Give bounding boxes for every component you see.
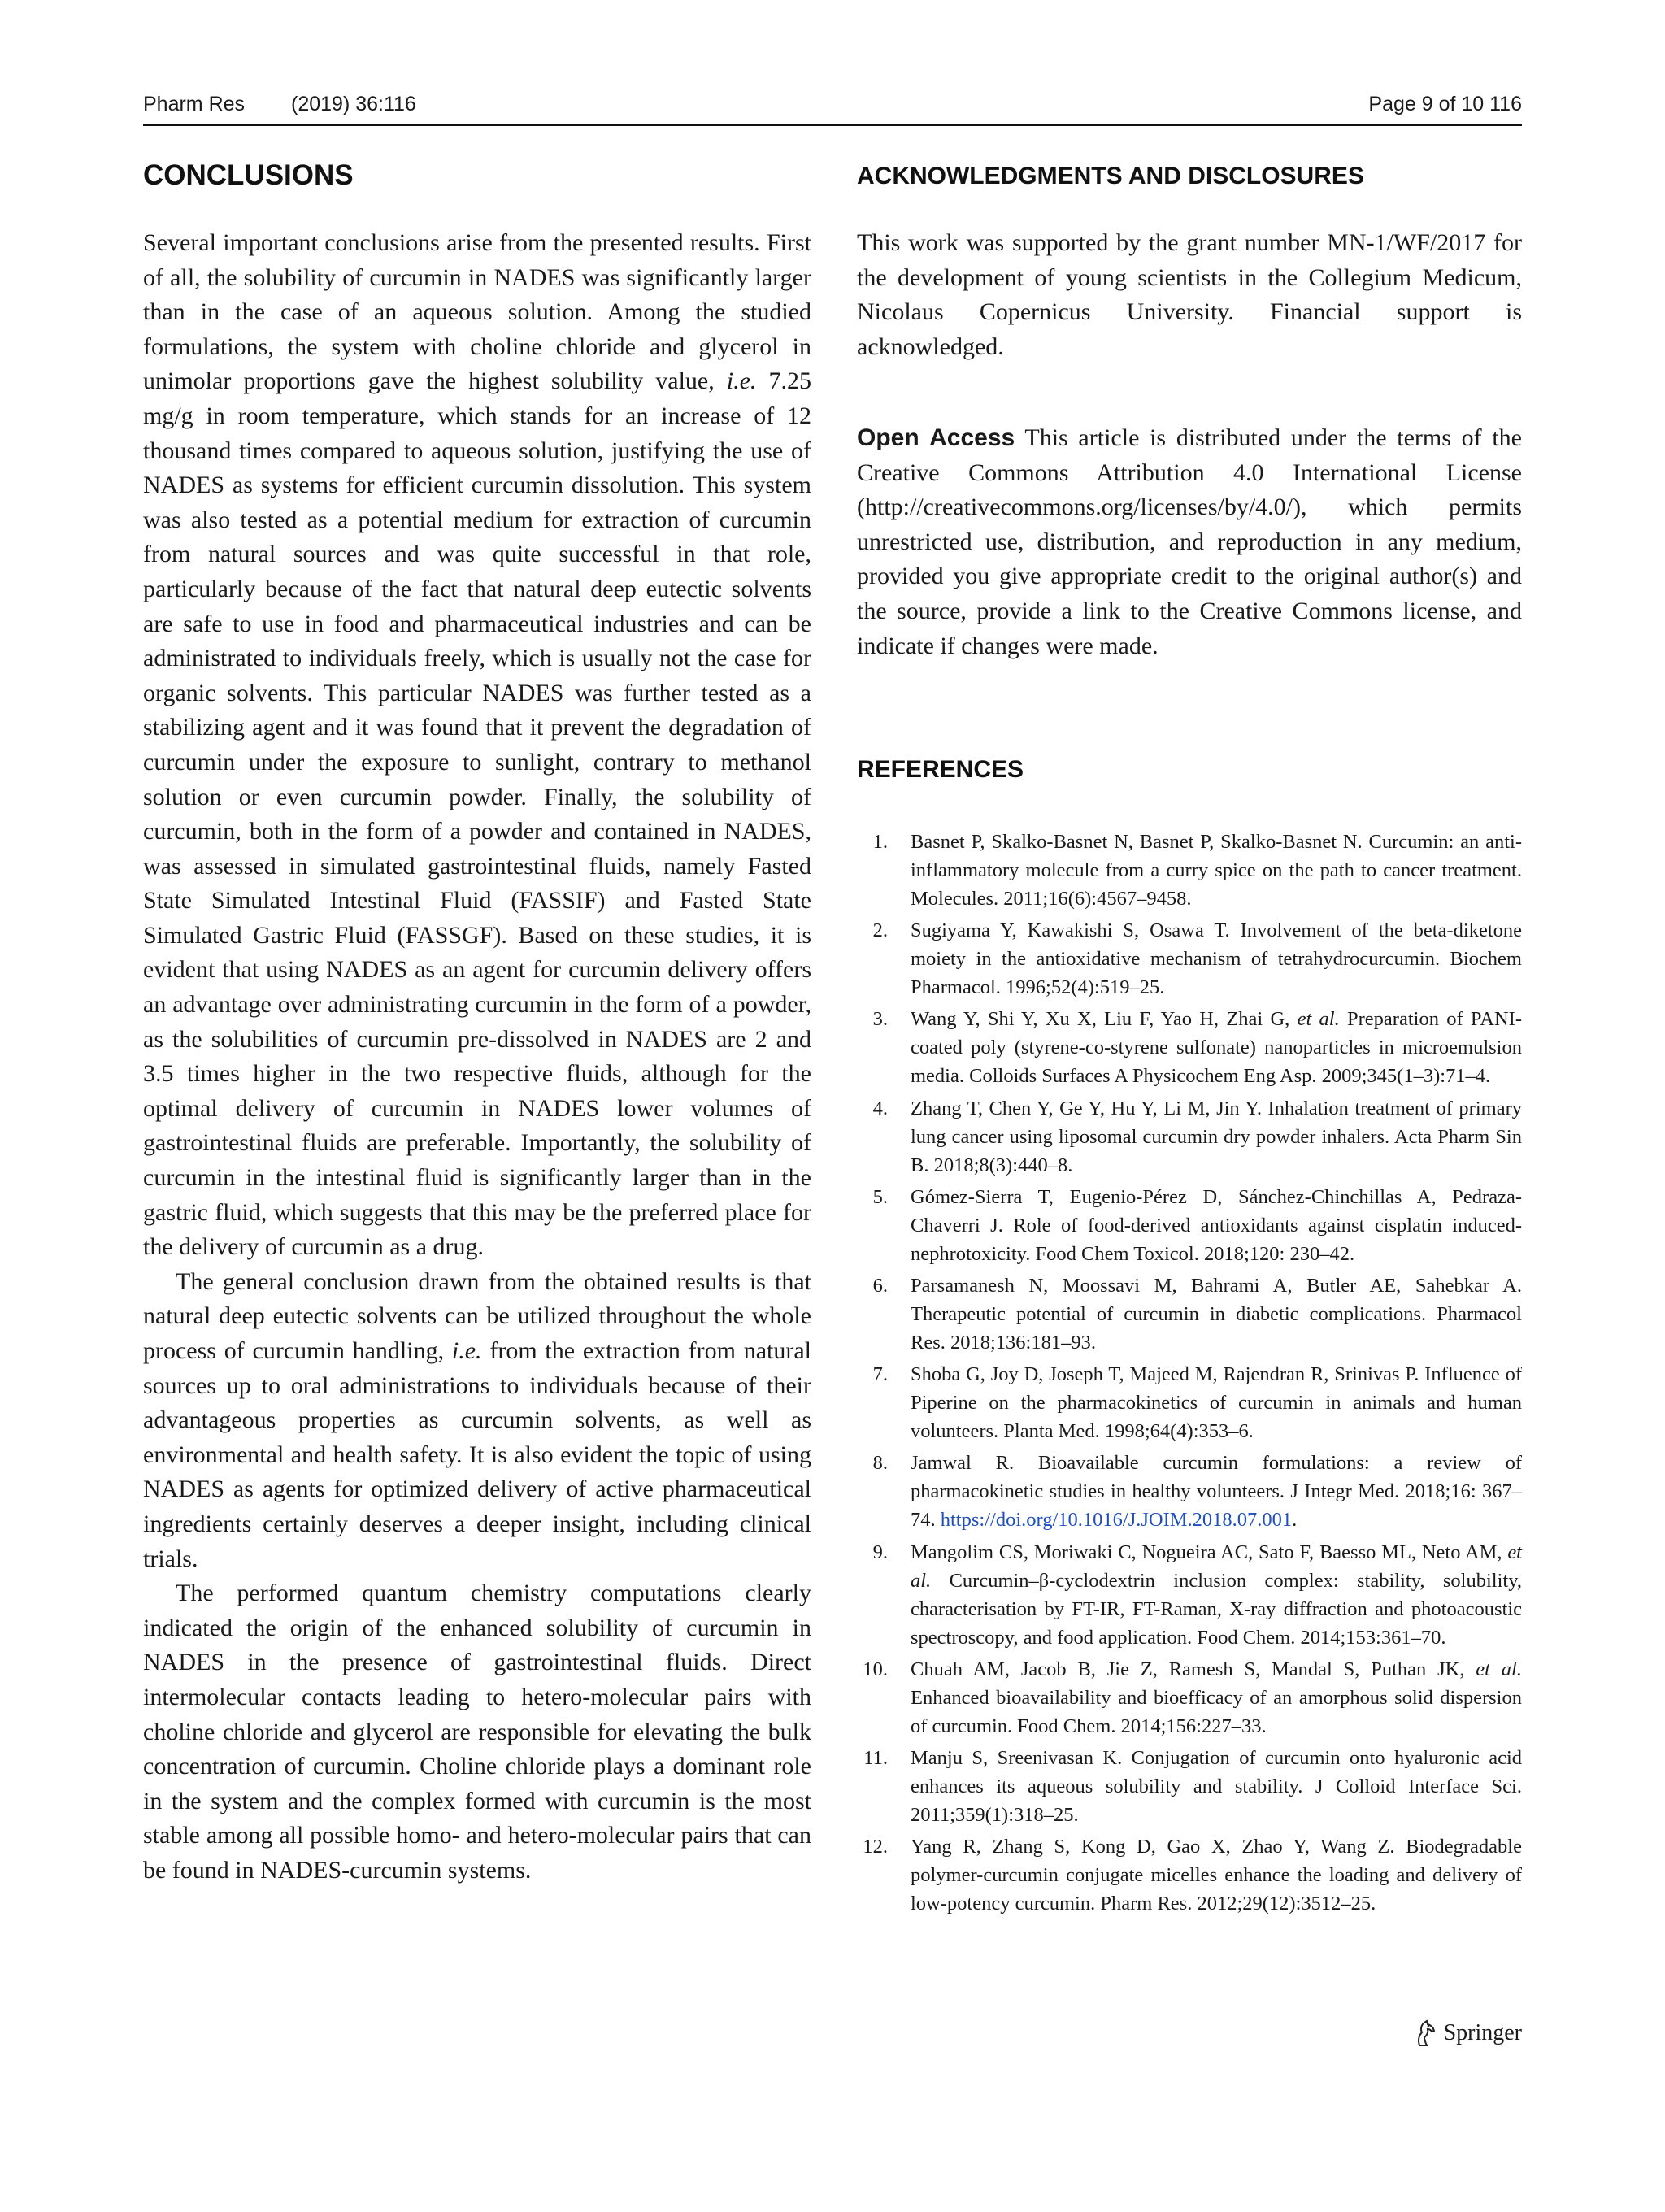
- publisher-footer: [1413, 2019, 1522, 2047]
- conclusions-body: [143, 226, 811, 1888]
- springer-horse-icon: [1413, 2019, 1437, 2047]
- reference-item: 6. Parsamanesh N, Moossavi M, Bahrami A, Butler AE, Sahebkar A. Therapeutic potential of curcumin in diabetic complications. Pharmacol Res. 2018;136:181–93.: [872, 1274, 1522, 1354]
- conclusions-paragraph-3: The performed quantum chemistry computations clearly indicated the origin of the enhanced solubility of curcumin in NADES in the presence of gastrointestinal fluids. Direct intermolecular contacts leading to hetero-molecular pairs with choline chloride and glycerol are responsible for elevating the bulk concentration of curcumin. Choline chloride plays a dominant role in the system and the complex formed with curcumin is the most stable among all possible homo- and hetero-molecular pairs that can be found in NADES-curcumin systems.: [143, 1580, 811, 1884]
- conclusions-paragraph-1: Several important conclusions arise from the presented results. First of all, the solubility of curcumin in NADES was significantly larger than in the case of an aqueous solution. Among the studied formulations, the system with choline chloride and glycerol in unimolar proportions gave the highest solubility value, i.e. 7.25 mg/g in room temperature, which stands for an increase of 12 thousand times compared to aqueous solution, justifying the use of NADES as systems for efficient curcumin dissolution. This system was also tested as a potential medium for extraction of curcumin from natural sources and was quite successful in that role, particularly because of the fact that natural deep eutectic solvents are safe to use in food and pharmaceutical industries and can be administrated to individuals freely, which is usually not the case for organic solvents. This particular NADES was further tested as a stabilizing agent and it was found that it prevent the degradation of curcumin under the exposure to sunlight, contrary to methanol solution or even curcumin powder. Finally, the solubility of curcumin, both in the form of a powder and contained in NADES, was assessed in simulated gastrointestinal fluids, namely Fasted State Simulated Intestinal Fluid (FASSIF) and Fasted State Simulated Gastric Fluid (FASSGF). Based on these studies, it is evident that using NADES as an agent for curcumin delivery offers an advantage over administrating curcumin in the form of a powder, as the solubilities of curcumin pre-dissolved in NADES are 2 and 3.5 times higher in the two respective fluids, although for the optimal delivery of curcumin in NADES lower volumes of gastrointestinal fluids are preferable. Importantly, the solubility of curcumin in the intestinal fluid is significantly larger than in the gastric fluid, which suggests that this may be the preferred place for the delivery of curcumin as a drug.: [143, 229, 811, 1261]
- reference-item: 4. Zhang T, Chen Y, Ge Y, Hu Y, Li M, Jin Y. Inhalation treatment of primary lung cancer using liposomal curcumin dry powder inhalers. Acta Pharm Sin B. 2018;8(3):440–8.: [872, 1097, 1522, 1176]
- year-volume: (2019) 36:116: [291, 93, 416, 115]
- acknowledgments-heading: ACKNOWLEDGMENTS AND DISCLOSURES: [857, 163, 1364, 189]
- reference-item: 2. Sugiyama Y, Kawakishi S, Osawa T. Involvement of the beta-diketone moiety in the antioxidative mechanism of tetrahydrocurcumin. Biochem Pharmacol. 1996;52(4):519–25.: [872, 919, 1522, 999]
- publisher-name: Springer: [1443, 2020, 1522, 2045]
- page-info: Page 9 of 10 116: [1368, 93, 1522, 115]
- open-access-label: Open Access: [857, 424, 1015, 451]
- reference-item: 5. Gómez-Sierra T, Eugenio-Pérez D, Sánchez-Chinchillas A, Pedraza-Chaverri J. Role of food-derived antioxidants against cisplatin induced-nephrotoxicity. Food Chem Toxicol. 2018;120: 230–42.: [872, 1185, 1522, 1265]
- references-heading: REFERENCES: [857, 756, 1024, 783]
- open-access-statement: Open Access This article is distributed under the terms of the Creative Commons Attribution 4.0 International License (http://creativecommons.org/licenses/by/4.0/), which permits unrestricted use, distribution, and reproduction in any medium, provided you give appropriate credit to the original author(s) and the source, provide a link to the Creative Commons license, and indicate if changes were made.: [857, 424, 1522, 659]
- reference-item: 8. Jamwal R. Bioavailable curcumin formulations: a review of pharmacokinetic studies in healthy volunteers. J Integr Med. 2018;16: 367–74. https://doi.org/10.1016/J.JOIM.2018.07.001.: [872, 1452, 1522, 1532]
- journal-name: Pharm Res: [143, 93, 246, 115]
- reference-item: 1. Basnet P, Skalko-Basnet N, Basnet P, Skalko-Basnet N. Curcumin: an anti-inflammatory molecule from a curry spice on the path to cancer treatment. Molecules. 2011;16(6):4567–9458.: [872, 831, 1522, 910]
- header-divider: [143, 124, 1522, 126]
- doi-link[interactable]: https://doi.org/10.1016/J.JOIM.2018.07.001: [940, 1509, 1293, 1532]
- reference-item: 11. Manju S, Sreenivasan K. Conjugation of curcumin onto hyaluronic acid enhances its aqueous solubility and stability. J Colloid Interface Sci. 2011;359(1):318–25.: [863, 1746, 1522, 1826]
- reference-list: [857, 828, 1522, 1921]
- conclusions-paragraph-2: The general conclusion drawn from the obtained results is that natural deep eutectic solvents can be utilized throughout the whole process of curcumin handling, i.e. from the extraction from natural sources up to oral administrations to individuals because of their advantageous properties as curcumin solvents, as well as environmental and health safety. It is also evident the topic of using NADES as agents for optimized delivery of active pharmaceutical ingredients certainly deserves a deeper insight, including clinical trials.: [143, 1267, 811, 1572]
- acknowledgments-text: This work was supported by the grant number MN-1/WF/2017 for the development of young scientists in the Collegium Medicum, Nicolaus Copernicus University. Financial support is acknowledged.: [857, 229, 1522, 360]
- reference-item: 10. Chuah AM, Jacob B, Jie Z, Ramesh S, Mandal S, Puthan JK, et al. Enhanced bioavailability and bioefficacy of an amorphous solid dispersion of curcumin. Food Chem. 2014;156:227–33.: [863, 1658, 1522, 1737]
- reference-item: 12. Yang R, Zhang S, Kong D, Gao X, Zhao Y, Wang Z. Biodegradable polymer-curcumin conjugate micelles enhance the loading and delivery of low-potency curcumin. Pharm Res. 2012;29(12):3512–25.: [863, 1836, 1522, 1915]
- running-header: [143, 89, 1522, 122]
- reference-item: 7. Shoba G, Joy D, Joseph T, Majeed M, Rajendran R, Srinivas P. Influence of Piperine on the pharmacokinetics of curcumin in animals and human volunteers. Planta Med. 1998;64(4):353–6.: [872, 1363, 1522, 1443]
- reference-item: 9. Mangolim CS, Moriwaki C, Nogueira AC, Sato F, Baesso ML, Neto AM, et al. Curcumin–β-cyclodextrin inclusion complex: stability, solubility, characterisation by FT-IR, FT-Raman, X-ray diffraction and photoacoustic spectroscopy, and food application. Food Chem. 2014;153:361–70.: [872, 1541, 1522, 1649]
- reference-item: 3. Wang Y, Shi Y, Xu X, Liu F, Yao H, Zhai G, et al. Preparation of PANI-coated poly (styrene-co-styrene sulfonate) nanoparticles in microemulsion media. Colloids Surfaces A Physicochem Eng Asp. 2009;345(1–3):71–4.: [872, 1008, 1522, 1088]
- conclusions-heading: CONCLUSIONS: [143, 159, 354, 191]
